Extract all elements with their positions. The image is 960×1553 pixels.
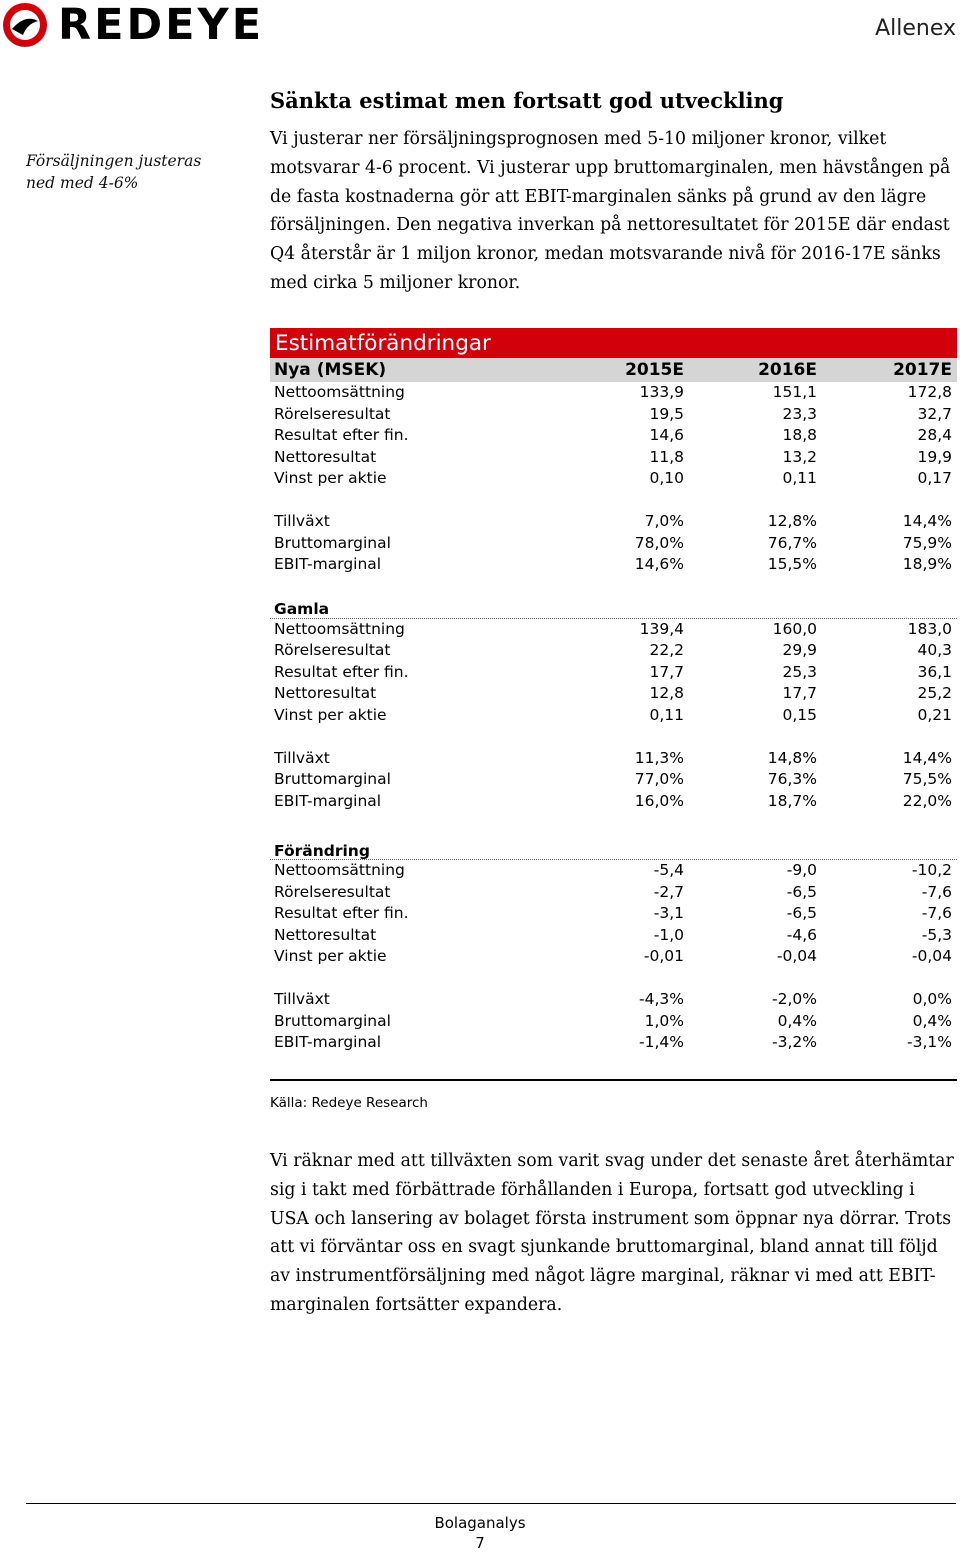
row-value-2017: 75,5% [902, 770, 952, 788]
table-header-row [270, 358, 957, 382]
redeye-eye-icon [2, 2, 48, 48]
row-value-2016: 14,8% [767, 748, 817, 767]
row-value-2015: 133,9 [639, 383, 684, 401]
row-value-2016: -0,04 [776, 947, 817, 965]
table-row [270, 882, 957, 904]
table-row [270, 511, 957, 533]
table-row [270, 554, 957, 576]
row-label: EBIT-marginal [274, 791, 382, 810]
header-label: Nya (MSEK) [274, 360, 387, 380]
row-value-2016: 151,1 [772, 383, 817, 401]
row-value-2017: 40,3 [917, 641, 952, 659]
table-row [270, 533, 957, 555]
spacer [270, 968, 957, 990]
row-value-2015: 78,0% [634, 533, 684, 552]
row-label: EBIT-marginal [274, 555, 382, 573]
table-row [270, 705, 957, 727]
estimate-changes-table [270, 328, 957, 1054]
row-label: Bruttomarginal [274, 770, 391, 788]
page-number: 7 [475, 1534, 485, 1552]
new-margins-group [270, 511, 957, 576]
row-value-2016: 15,5% [767, 555, 817, 573]
row-value-2016: -9,0 [786, 861, 817, 879]
redeye-logo [0, 0, 264, 50]
row-value-2017: 0,4% [912, 1011, 952, 1030]
row-value-2017: 18,9% [902, 555, 952, 573]
section-heading: Sänkta estimat men fortsatt god utveckling [270, 88, 784, 113]
row-value-2016: 17,7 [782, 684, 817, 702]
table-row [270, 640, 957, 662]
row-value-2017: -10,2 [911, 861, 952, 879]
row-label: Vinst per aktie [274, 705, 387, 724]
header-col-2015: 2015E [625, 360, 684, 380]
row-value-2015: 11,8 [649, 447, 684, 466]
header-col-2017: 2017E [893, 360, 952, 380]
row-value-2015: 17,7 [649, 662, 684, 681]
change-section-header [270, 839, 957, 861]
row-value-2016: -3,2% [772, 1033, 817, 1051]
table-source: Källa: Redeye Research [270, 1095, 428, 1111]
table-row [270, 404, 957, 426]
change-estimates-group [270, 860, 957, 968]
table-row [270, 425, 957, 447]
table-row [270, 946, 957, 968]
row-label: Rörelseresultat [274, 641, 391, 659]
row-value-2016: -6,5 [786, 882, 817, 901]
spacer [270, 812, 957, 834]
row-value-2017: 75,9% [902, 533, 952, 552]
row-value-2015: 7,0% [644, 512, 684, 530]
row-value-2016: 0,15 [782, 705, 817, 724]
old-section-title: Gamla [274, 600, 330, 618]
row-value-2016: 160,0 [772, 619, 817, 638]
row-label: Bruttomarginal [274, 1011, 391, 1030]
row-value-2015: 77,0% [634, 770, 684, 788]
row-label: Vinst per aktie [274, 469, 387, 487]
outlook-paragraph: Vi räknar med att tillväxten som varit svag under det senaste året återhämtar sig i takt med förbättrade förhållanden i Europa, fortsatt god utveckling i USA och lansering av bolaget första instrument som öppnar nya dörrar. Trots att vi förväntar oss en svagt sjunkande bruttomarginal, bland annat till följd av instrumentförsäljning med något lägre marginal, räknar vi med att EBIT-marginalen fortsätter expandera. [270, 1151, 954, 1315]
row-value-2015: 22,2 [649, 641, 684, 659]
table-row [270, 683, 957, 705]
table-bottom-rule [270, 1079, 957, 1081]
row-value-2017: 28,4 [917, 426, 952, 444]
row-value-2017: 183,0 [907, 619, 952, 638]
row-label: Nettoomsättning [274, 861, 405, 879]
row-value-2015: -2,7 [653, 882, 684, 901]
footer-label: Bolaganalys [434, 1514, 526, 1532]
brand-name: REDEYE [58, 0, 265, 50]
row-value-2017: -0,04 [911, 947, 952, 965]
row-value-2015: 14,6 [649, 426, 684, 444]
row-label: Nettoresultat [274, 684, 377, 702]
row-value-2016: 18,7% [767, 791, 817, 810]
row-value-2017: -3,1% [907, 1033, 952, 1051]
row-value-2016: 76,7% [767, 533, 817, 552]
row-label: Nettoresultat [274, 447, 377, 466]
row-label: Bruttomarginal [274, 533, 391, 552]
row-label: Resultat efter fin. [274, 904, 409, 922]
table-row [270, 925, 957, 947]
row-value-2016: 0,11 [782, 469, 817, 487]
row-value-2016: -2,0% [772, 990, 817, 1008]
new-estimates-group [270, 382, 957, 490]
table-row [270, 748, 957, 770]
row-value-2015: 12,8 [649, 684, 684, 702]
row-value-2015: 14,6% [634, 555, 684, 573]
table-row [270, 468, 957, 490]
row-label: Nettoresultat [274, 925, 377, 944]
row-value-2015: 0,11 [649, 705, 684, 724]
table-row [270, 1032, 957, 1054]
row-value-2017: 14,4% [902, 748, 952, 767]
row-value-2017: 36,1 [917, 662, 952, 681]
row-value-2016: 23,3 [782, 404, 817, 423]
row-value-2016: 0,4% [777, 1011, 817, 1030]
spacer [270, 576, 957, 598]
row-label: Tillväxt [274, 748, 330, 767]
row-value-2016: 13,2 [782, 447, 817, 466]
row-value-2017: 0,21 [917, 705, 952, 724]
row-value-2017: 25,2 [917, 684, 952, 702]
table-row [270, 382, 957, 404]
row-value-2016: 29,9 [782, 641, 817, 659]
row-value-2017: 14,4% [902, 512, 952, 530]
change-margins-group [270, 989, 957, 1054]
row-value-2017: 22,0% [902, 791, 952, 810]
row-value-2015: 11,3% [634, 748, 684, 767]
company-name: Allenex [875, 16, 956, 41]
header-col-2016: 2016E [758, 360, 817, 380]
row-value-2015: -0,01 [643, 947, 684, 965]
row-value-2015: 139,4 [639, 619, 684, 638]
spacer [270, 726, 957, 748]
row-value-2015: 19,5 [649, 404, 684, 423]
table-row [270, 769, 957, 791]
table-row [270, 662, 957, 684]
row-value-2016: -6,5 [786, 904, 817, 922]
table-row [270, 860, 957, 882]
row-value-2016: 18,8 [782, 426, 817, 444]
row-value-2015: -1,0 [653, 925, 684, 944]
row-label: Rörelseresultat [274, 882, 391, 901]
row-value-2016: -4,6 [786, 925, 817, 944]
table-row [270, 447, 957, 469]
row-value-2015: -4,3% [639, 990, 684, 1008]
table-row [270, 903, 957, 925]
row-value-2017: -7,6 [921, 904, 952, 922]
row-value-2015: -3,1 [653, 904, 684, 922]
row-value-2017: 19,9 [917, 447, 952, 466]
row-value-2017: 0,17 [917, 469, 952, 487]
table-row [270, 1011, 957, 1033]
table-row [270, 791, 957, 813]
row-value-2017: -7,6 [921, 882, 952, 901]
old-estimates-group [270, 619, 957, 727]
spacer [270, 490, 957, 512]
row-value-2017: 172,8 [907, 383, 952, 401]
intro-paragraph: Vi justerar ner försäljningsprognosen med 5-10 miljoner kronor, vilket motsvarar 4-6 procent. Vi justerar upp bruttomarginalen, men hävstången på de fasta kostnaderna gör att EBIT-marginalen sänks på grund av den lägre försäljningen. Den negativa inverkan på nettoresultatet för 2015E där endast Q4 återstår är 1 miljon kronor, medan motsvarande nivå för 2016-17E sänks med cirka 5 miljoner kronor. [270, 129, 951, 293]
table-title: Estimatförändringar [270, 328, 957, 358]
row-value-2016: 25,3 [782, 662, 817, 681]
row-value-2015: 16,0% [634, 791, 684, 810]
row-label: EBIT-marginal [274, 1033, 382, 1051]
old-section-header [270, 597, 957, 619]
row-value-2017: -5,3 [921, 925, 952, 944]
footer-divider [26, 1503, 956, 1504]
row-label: Rörelseresultat [274, 404, 391, 423]
row-value-2016: 76,3% [767, 770, 817, 788]
row-value-2015: 0,10 [649, 469, 684, 487]
row-value-2017: 32,7 [917, 404, 952, 423]
row-value-2015: -5,4 [653, 861, 684, 879]
side-note: Försäljningen justeras ned med 4-6% [26, 152, 202, 192]
table-row [270, 619, 957, 641]
row-value-2015: 1,0% [644, 1011, 684, 1030]
row-value-2015: -1,4% [639, 1033, 684, 1051]
row-label: Resultat efter fin. [274, 662, 409, 681]
row-label: Tillväxt [274, 990, 330, 1008]
row-label: Tillväxt [274, 512, 330, 530]
row-label: Resultat efter fin. [274, 426, 409, 444]
old-margins-group [270, 748, 957, 813]
row-value-2016: 12,8% [767, 512, 817, 530]
row-label: Nettoomsättning [274, 619, 405, 638]
row-value-2017: 0,0% [912, 990, 952, 1008]
row-label: Vinst per aktie [274, 947, 387, 965]
change-section-title: Förändring [274, 841, 370, 860]
table-row [270, 989, 957, 1011]
row-label: Nettoomsättning [274, 383, 405, 401]
